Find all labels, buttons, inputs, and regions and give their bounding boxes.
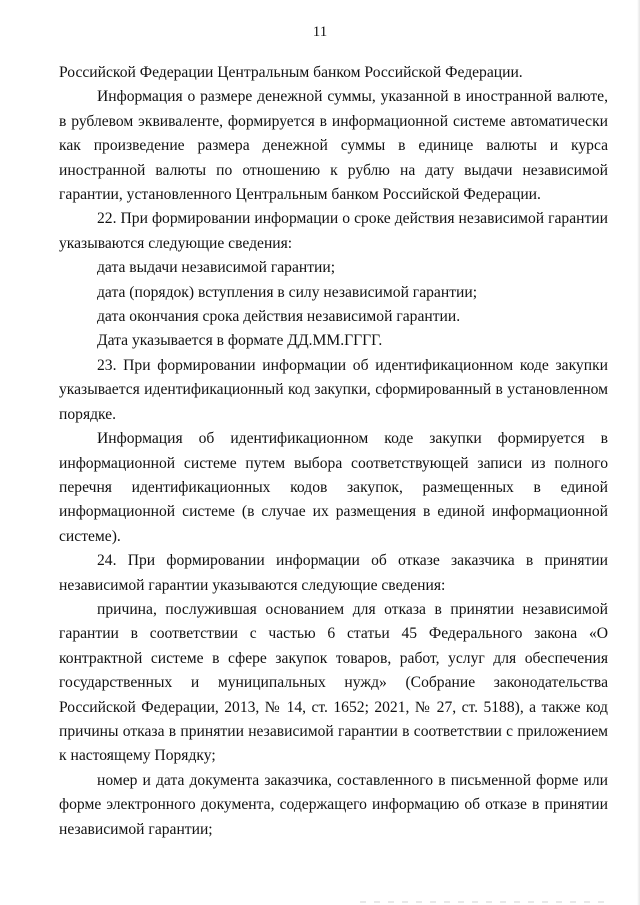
- paragraph-date-format: Дата указывается в формате ДД.ММ.ГГГГ.: [97, 332, 383, 350]
- paragraph-item-23: 23. При формировании информации об идентификационном коде закупки указывается идентификационный код закупки, сформированный в установленном порядке.: [59, 356, 608, 423]
- list-item-expiry-date: дата окончания срока действия независимой гарантии.: [97, 308, 461, 326]
- paragraph-item-24: 24. При формировании информации об отказе заказчика в принятии независимой гарантии указываются следующие сведения:: [59, 552, 608, 594]
- document-body: [59, 61, 608, 842]
- page-number: 11: [312, 24, 328, 40]
- list-item-issue-date: дата выдачи независимой гарантии;: [97, 259, 336, 277]
- paragraph-currency-info: Информация о размере денежной суммы, указанной в иностранной валюте, в рублевом эквиваленте, формируется в информационной системе автоматически как произведение размера денежной суммы в единице валюты и курса иностранной валюты по отношению к рублю на дату выдачи независимой гарантии, установленного Центральным банком Российской Федерации.: [59, 88, 608, 204]
- scan-artifact: [360, 901, 610, 903]
- list-item-refusal-reason: причина, послужившая основанием для отказа в принятии независимой гарантии в соответствии с частью 6 статьи 45 Федерального закона «О контрактной системе в сфере закупок товаров, работ, услуг для обеспечения государственных и муниципальных нужд» (Собрание законодательства Российской Федерации, 2013, № 14, ст. 1652; 2021, № 27, ст. 5188), а также код причины отказа в принятии независимой гарантии в соответствии с приложением к настоящему Порядку;: [59, 600, 608, 765]
- list-item-effective-date: дата (порядок) вступления в силу независимой гарантии;: [97, 283, 478, 301]
- paragraph-item-22: 22. При формировании информации о сроке действия независимой гарантии указываются следующие сведения:: [59, 210, 608, 252]
- paragraph-continuation: Российской Федерации Центральным банком Российской Федерации.: [59, 64, 523, 81]
- paragraph-procurement-code-info: Информация об идентификационном коде закупки формируется в информационной системе путем выбора соответствующей записи из полного перечня идентификационных кодов закупок, размещенных в единой информационной системе (в случае их размещения в единой информационной системе).: [59, 430, 608, 545]
- list-item-customer-document: номер и дата документа заказчика, составленного в письменной форме или форме электронного документа, содержащего информацию об отказе в принятии независимой гарантии;: [59, 771, 608, 838]
